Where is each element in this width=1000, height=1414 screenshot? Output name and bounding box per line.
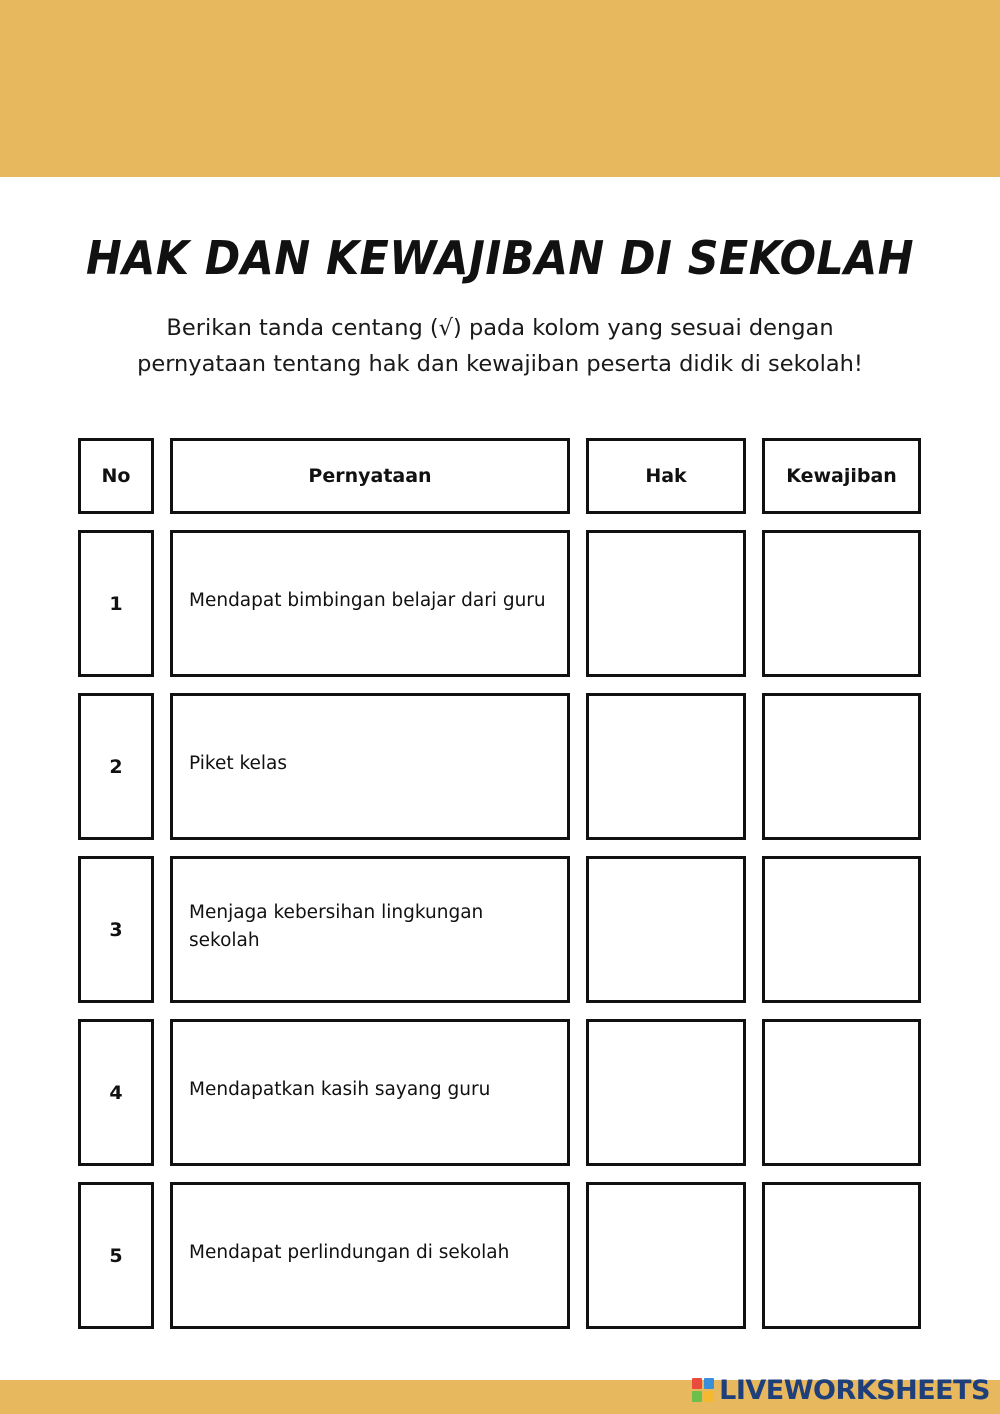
- header-hak: Hak: [586, 438, 746, 514]
- hak-checkbox-cell[interactable]: [586, 1182, 746, 1329]
- page-title: HAK DAN KEWAJIBAN DI SEKOLAH: [85, 231, 914, 285]
- statement-text: Menjaga kebersihan lingkungan sekolah: [189, 901, 484, 951]
- row-number: 5: [78, 1182, 154, 1329]
- row-statement: [170, 530, 570, 677]
- kewajiban-checkbox-cell[interactable]: [762, 1019, 921, 1166]
- header-statement: Pernyataan: [170, 438, 570, 514]
- hak-checkbox-cell[interactable]: [586, 1019, 746, 1166]
- row-statement: [170, 1182, 570, 1329]
- statement-text: Mendapatkan kasih sayang guru: [189, 1078, 491, 1100]
- row-statement: [170, 856, 570, 1003]
- row-number: 1: [78, 530, 154, 677]
- instruction-line-1: Berikan tanda centang (√) pada kolom yang sesuai dengan: [166, 315, 834, 341]
- hak-checkbox-cell[interactable]: [586, 693, 746, 840]
- liveworksheets-logo: [692, 1373, 990, 1407]
- row-statement: [170, 1019, 570, 1166]
- kewajiban-checkbox-cell[interactable]: [762, 1182, 921, 1329]
- hak-checkbox-cell[interactable]: [586, 856, 746, 1003]
- top-color-band: [0, 0, 1000, 177]
- row-number: 3: [78, 856, 154, 1003]
- hak-checkbox-cell[interactable]: [586, 530, 746, 677]
- kewajiban-checkbox-cell[interactable]: [762, 693, 921, 840]
- row-statement: [170, 693, 570, 840]
- kewajiban-checkbox-cell[interactable]: [762, 856, 921, 1003]
- row-number: 2: [78, 693, 154, 840]
- statement-text: Mendapat perlindungan di sekolah: [189, 1241, 510, 1263]
- kewajiban-checkbox-cell[interactable]: [762, 530, 921, 677]
- statement-text: Piket kelas: [189, 752, 288, 774]
- liveworksheets-brand-text: LIVEWORKSHEETS: [719, 1374, 990, 1406]
- liveworksheets-logo-icon: [692, 1378, 714, 1402]
- instruction-text: [60, 310, 940, 382]
- instruction-line-2: pernyataan tentang hak dan kewajiban peserta didik di sekolah!: [137, 351, 863, 377]
- statement-text: Mendapat bimbingan belajar dari guru: [189, 589, 546, 611]
- header-kewajiban: Kewajiban: [762, 438, 921, 514]
- header-no: No: [78, 438, 154, 514]
- row-number: 4: [78, 1019, 154, 1166]
